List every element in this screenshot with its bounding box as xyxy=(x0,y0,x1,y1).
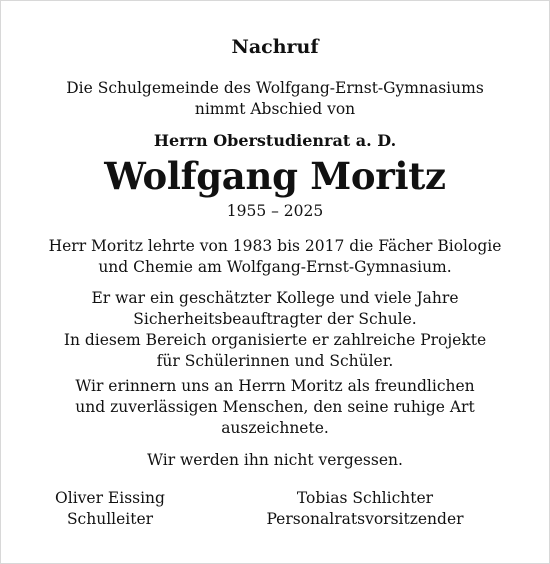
paragraph-line: Sicherheitsbeauftragter der Schule. xyxy=(133,310,417,328)
paragraph-career xyxy=(0,236,550,278)
paragraph-line: für Schülerinnen und Schüler. xyxy=(156,352,394,370)
signatory-name: Tobias Schlichter xyxy=(296,489,434,507)
paragraph-line: In diesem Bereich organisierte er zahlreiche Projekte xyxy=(63,331,487,349)
notice-title: Nachruf xyxy=(231,36,319,58)
paragraph-line: und Chemie am Wolfgang-Ernst-Gymnasium. xyxy=(98,258,452,276)
life-years: 1955 – 2025 xyxy=(226,202,324,220)
signature-principal xyxy=(40,488,180,530)
paragraph-line: Wir werden ihn nicht vergessen. xyxy=(147,451,403,469)
deceased-name: Wolfgang Moritz xyxy=(104,154,446,198)
intro-text xyxy=(0,78,550,120)
paragraph-line: auszeichnete. xyxy=(221,419,329,437)
intro-line: nimmt Abschied von xyxy=(194,100,356,118)
paragraph-line: Herr Moritz lehrte von 1983 bis 2017 die Fächer Biologie xyxy=(48,237,502,255)
paragraph-closing xyxy=(0,450,550,471)
paragraph-colleague xyxy=(0,288,550,372)
signatory-role: Schulleiter xyxy=(66,510,154,528)
honorific: Herrn Oberstudienrat a. D. xyxy=(153,131,397,150)
signatory-name: Oliver Eissing xyxy=(55,489,165,507)
signature-staff-council xyxy=(250,488,480,530)
signatory-role: Personalratsvorsitzender xyxy=(266,510,464,528)
paragraph-line: Er war ein geschätzter Kollege und viele Jahre xyxy=(91,289,459,307)
paragraph-memory xyxy=(0,376,550,439)
intro-line: Die Schulgemeinde des Wolfgang-Ernst-Gymnasiums xyxy=(66,79,484,97)
paragraph-line: Wir erinnern uns an Herrn Moritz als freundlichen xyxy=(75,377,475,395)
paragraph-line: und zuverlässigen Menschen, den seine ruhige Art xyxy=(75,398,475,416)
